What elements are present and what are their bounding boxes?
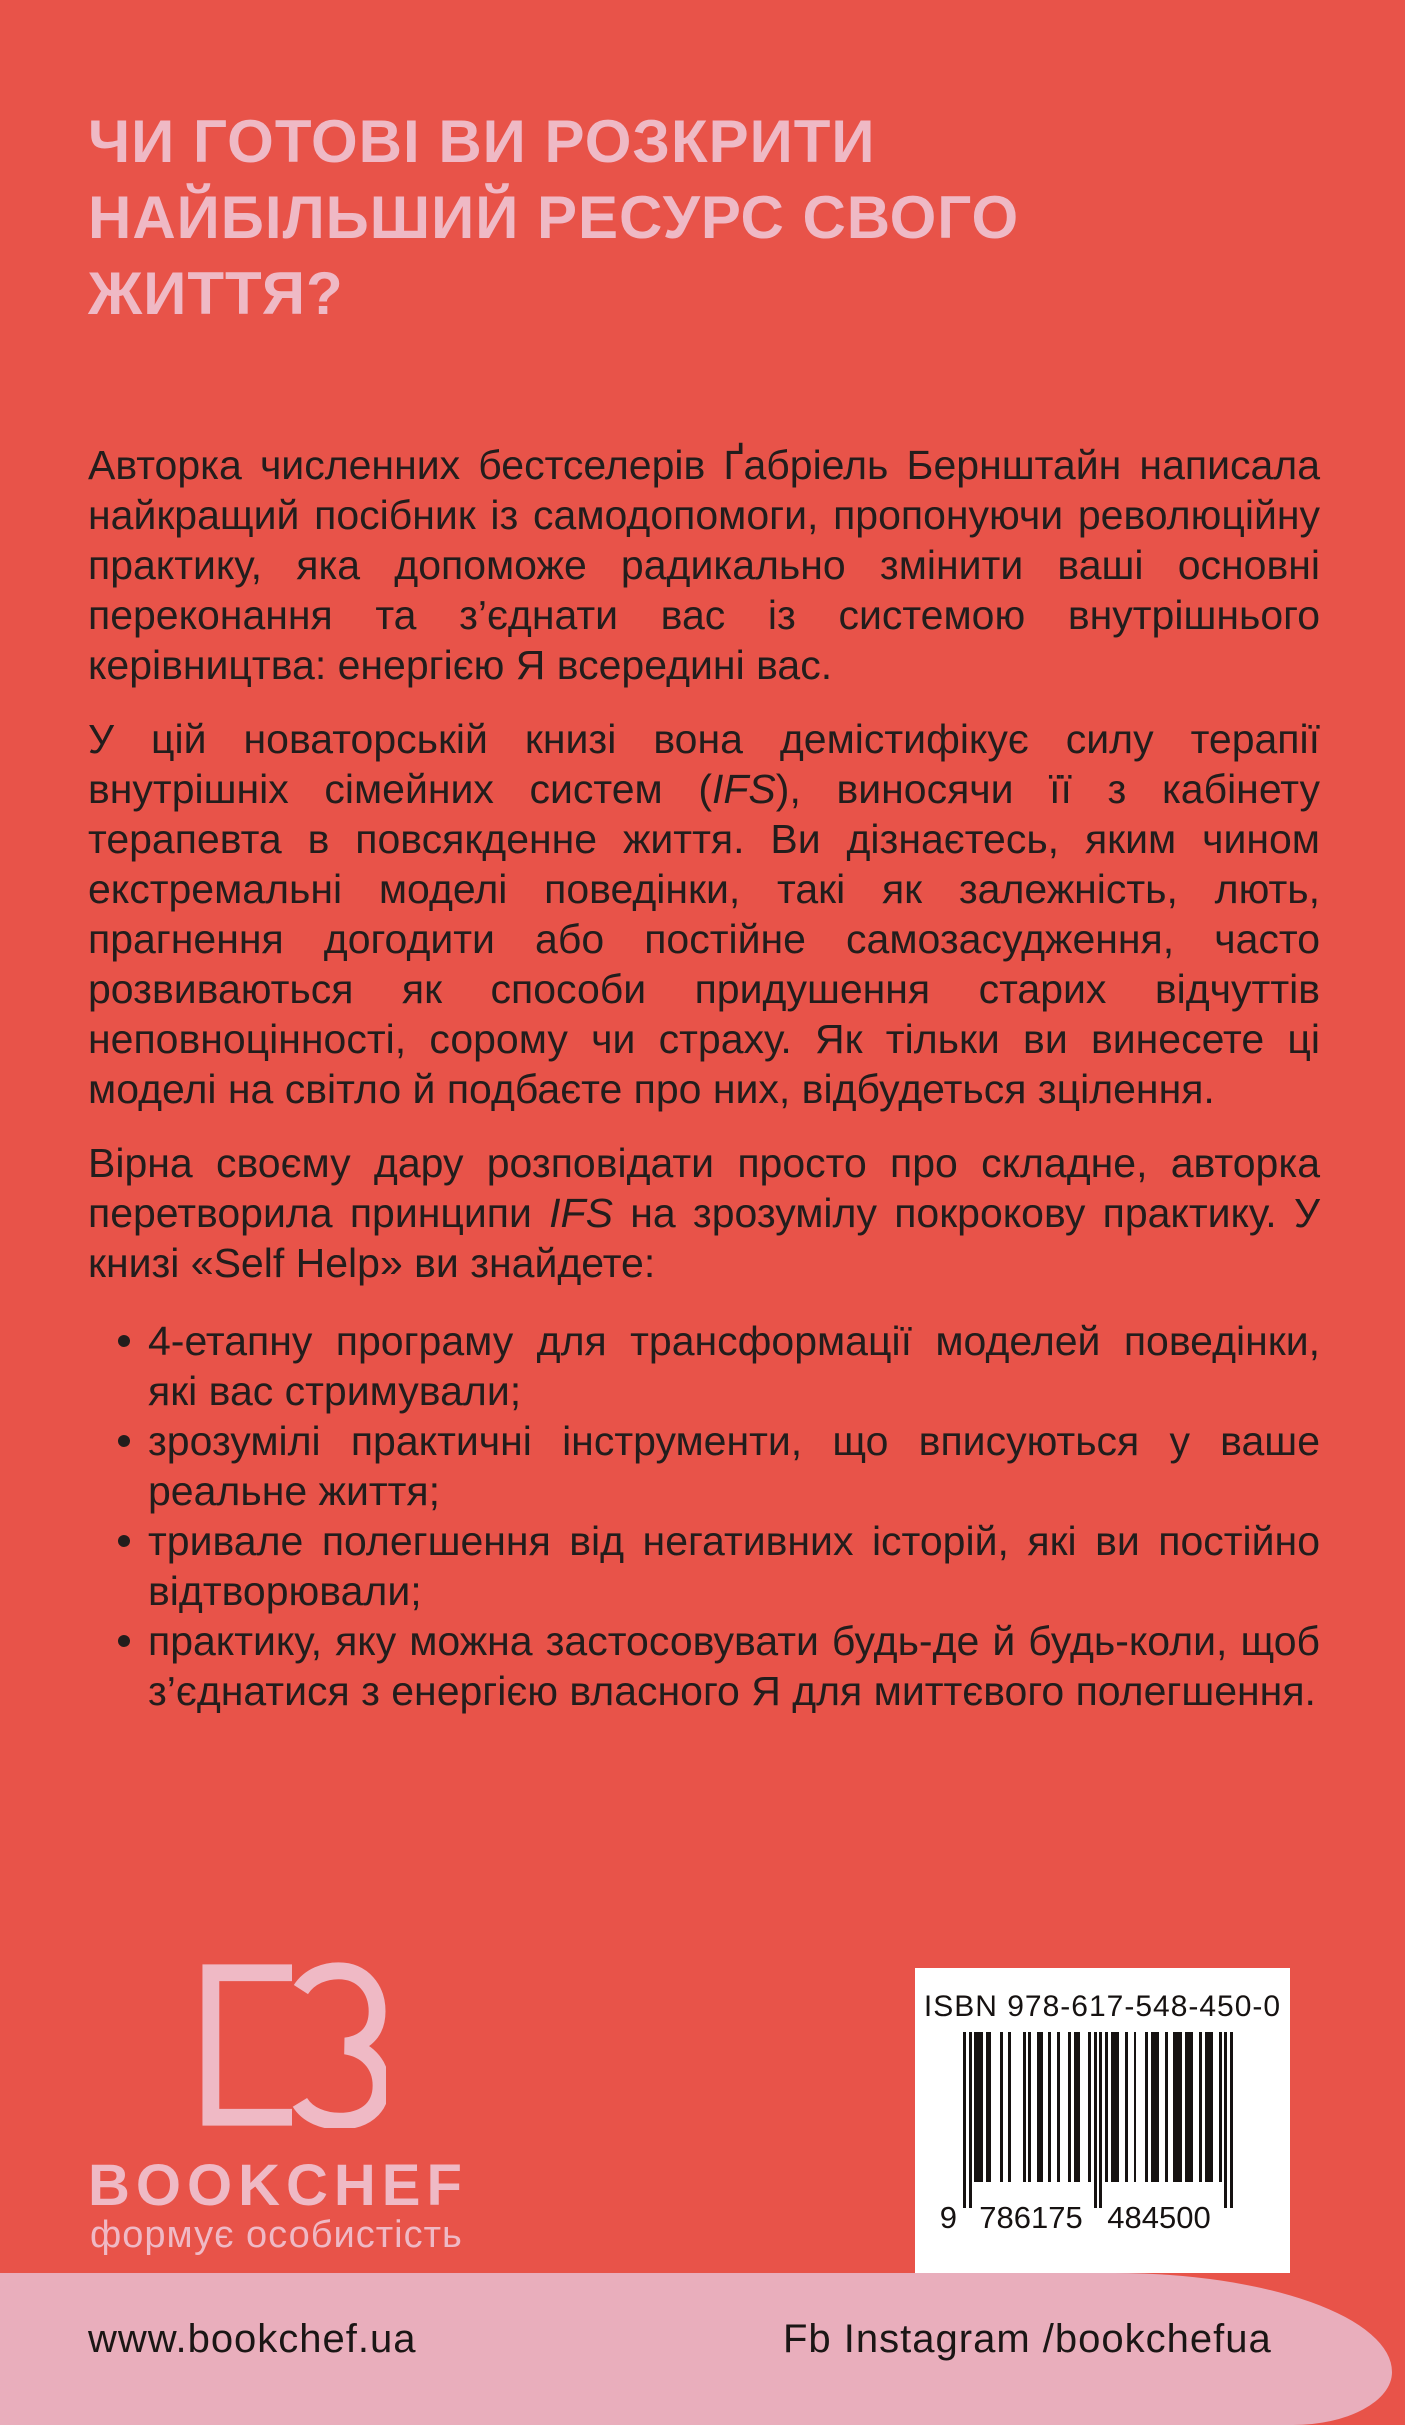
barcode-bar <box>1134 2032 1137 2182</box>
barcode-bars <box>963 2032 1233 2208</box>
website-url: www.bookchef.ua <box>88 2317 417 2361</box>
barcode-bar <box>1145 2032 1148 2182</box>
barcode-digit-group2: 484500 <box>1107 2200 1211 2235</box>
barcode-bar <box>1105 2032 1108 2182</box>
barcode-bar <box>1185 2032 1194 2182</box>
bullet-item: практику, яку можна застосовувати будь-де й будь-коли, щоб з’єднатися з енергією власного Я для миттєвого полегшення. <box>148 1618 1320 1714</box>
bullet-list <box>88 1316 1320 1716</box>
barcode-bar <box>1023 2032 1026 2182</box>
publisher-tagline: формує особистість <box>90 2214 463 2256</box>
barcode-bar <box>969 2032 972 2208</box>
barcode-bar <box>1094 2032 1097 2208</box>
headline-line-2: НАЙБІЛЬШИЙ РЕСУРС СВОГО <box>88 184 1020 251</box>
barcode-bar <box>1224 2032 1227 2208</box>
isbn-barcode-block <box>915 1968 1290 2273</box>
barcode-bar <box>1008 2032 1011 2182</box>
barcode-bar <box>974 2032 983 2182</box>
paragraph: Вірна своєму дару розповідати просто про складне, авторка перетворила принципи IFS на зрозумілу покрокову практику. У книзі «Self Help» ви знайдете: <box>88 1140 1320 1286</box>
barcode-digit-group1: 786175 <box>979 2200 1083 2235</box>
bookchef-monogram-icon <box>198 1962 386 2128</box>
annotation-text <box>88 440 1320 1716</box>
isbn-label: ISBN 978-617-548-450-0 <box>923 1990 1282 2023</box>
barcode-bar <box>1199 2032 1202 2182</box>
publisher-name: BOOKCHEF <box>88 2153 468 2218</box>
paragraphs <box>88 440 1320 1288</box>
barcode-bar <box>1099 2032 1102 2208</box>
barcode-bar <box>1057 2032 1060 2182</box>
barcode-bar <box>1173 2032 1182 2182</box>
footer-band <box>0 2273 1392 2425</box>
social-handles: Fb Instagram /bookchefua <box>783 2317 1272 2361</box>
barcode-bar <box>1111 2032 1120 2182</box>
paragraph: Авторка численних бестселерів Ґабріель Бернштайн написала найкращий посібник із самодопомоги, пропонуючи революційну практику, яка допоможе радикально змінити ваші основні переконання та з’єднати вас із системою внутрішнього керівництва: енергією Я всередині вас. <box>88 442 1320 688</box>
barcode-bar <box>1074 2032 1080 2182</box>
headline-line-3: ЖИТТЯ? <box>88 260 344 327</box>
headline-line-1: ЧИ ГОТОВІ ВИ РОЗКРИТИ <box>88 108 876 175</box>
barcode-bar <box>1000 2032 1003 2182</box>
barcode-bar <box>1205 2032 1214 2182</box>
barcode-bar <box>1048 2032 1051 2182</box>
barcode-bar <box>986 2032 992 2182</box>
bullet-item: тривале полегшення від негативних історій, які ви постійно відтворювали; <box>148 1518 1320 1614</box>
barcode-bar <box>1028 2032 1031 2182</box>
barcode-bar <box>1088 2032 1091 2182</box>
barcode-bar <box>1230 2032 1233 2208</box>
barcode-bar <box>1151 2032 1160 2182</box>
barcode-bar <box>1219 2032 1222 2182</box>
headline <box>88 104 1019 332</box>
bullet-item: 4-етапну програму для трансформації моделей поведінки, які вас стримували; <box>148 1318 1320 1414</box>
barcode-digit-left: 9 <box>939 2200 957 2235</box>
barcode-bar <box>1068 2032 1071 2182</box>
barcode-bar <box>1125 2032 1128 2182</box>
paragraph: У цій новаторській книзі вона демістифікує силу терапії внутрішніх сімейних систем (IFS), виносячи її з кабінету терапевта в повсякденне життя. Ви дізнаєтесь, яким чином екстремальні моделі поведінки, такі як залежність, лють, прагнення догодити або постійне самозасудження, часто розвиваються як способи придушення старих відчуттів неповноцінності, сорому чи страху. Як тільки ви винесете ці моделі на світло й подбаєте про них, відбудеться зцілення. <box>88 716 1320 1112</box>
barcode-bar <box>963 2032 966 2208</box>
barcode-bar <box>1037 2032 1043 2182</box>
barcode-bar <box>1165 2032 1168 2182</box>
bullet-item: зрозумілі практичні інструменти, що вписуються у ваше реальне життя; <box>148 1418 1320 1514</box>
